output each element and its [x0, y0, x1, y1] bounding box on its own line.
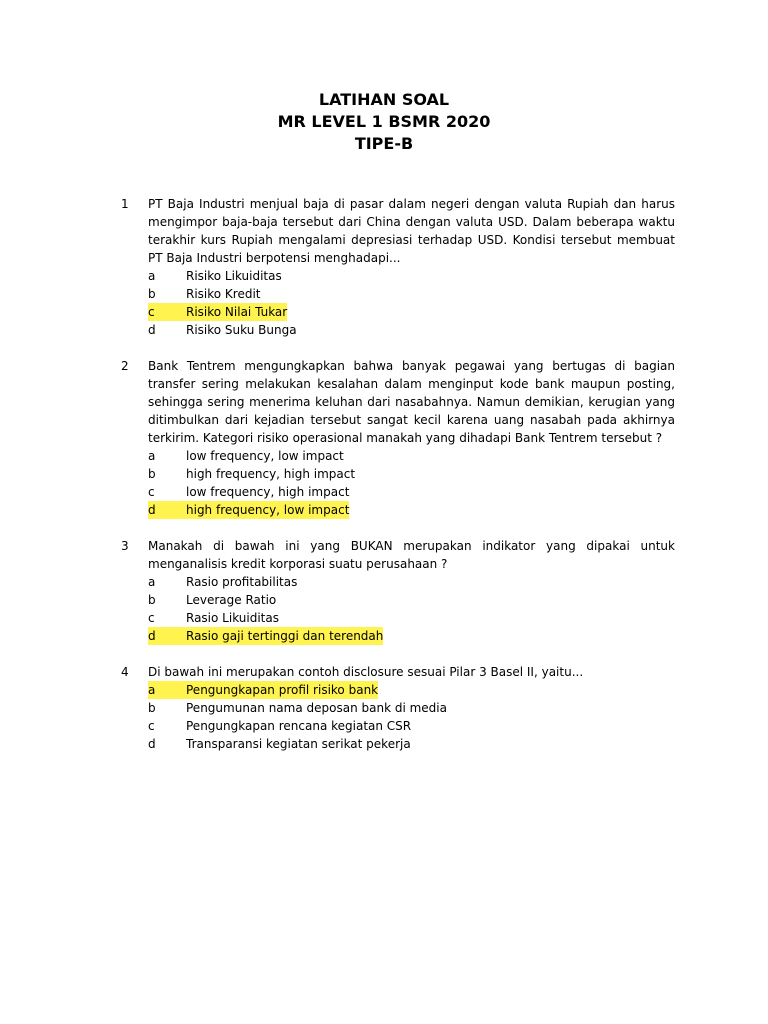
- option-text: Rasio Likuiditas: [186, 611, 279, 625]
- question-list: [121, 195, 675, 753]
- option-text: Risiko Suku Bunga: [186, 323, 297, 337]
- option-letter: b: [148, 467, 156, 481]
- option-letter: d: [148, 737, 156, 751]
- option-letter: b: [148, 287, 156, 301]
- option-letter: c: [148, 305, 155, 319]
- option-text: low frequency, high impact: [186, 485, 350, 499]
- option-text: Transparansi kegiatan serikat pekerja: [186, 737, 411, 751]
- question-1: [121, 195, 675, 339]
- option-letter: c: [148, 719, 155, 733]
- option-text: Rasio profitabilitas: [186, 575, 298, 589]
- option-d: [148, 321, 297, 339]
- option-letter: b: [148, 593, 156, 607]
- option-a: [148, 573, 297, 591]
- option-list: [148, 681, 675, 753]
- option-d: [148, 735, 411, 753]
- title-line-2: MR LEVEL 1 BSMR 2020: [277, 112, 491, 131]
- option-c: [148, 717, 411, 735]
- option-letter: c: [148, 485, 155, 499]
- option-letter: a: [148, 269, 156, 283]
- option-letter: d: [148, 629, 156, 643]
- question-text: Di bawah ini merupakan contoh disclosure sesuai Pilar 3 Basel II, yaitu...: [148, 665, 584, 679]
- title-line-1: LATIHAN SOAL: [318, 90, 450, 109]
- option-list: [148, 573, 675, 645]
- option-b: [148, 699, 447, 717]
- question-number: 3: [121, 539, 129, 553]
- question-number: 1: [121, 197, 129, 211]
- option-letter: a: [148, 575, 156, 589]
- option-letter: a: [148, 449, 156, 463]
- option-text: high frequency, high impact: [186, 467, 356, 481]
- option-c: [148, 609, 279, 627]
- option-text: Pengungkapan rencana kegiatan CSR: [186, 719, 412, 733]
- option-text: high frequency, low impact: [186, 503, 350, 517]
- option-list: [148, 447, 675, 519]
- option-list: [148, 267, 675, 339]
- option-c: [148, 483, 349, 501]
- option-letter: a: [148, 683, 156, 697]
- option-text: low frequency, low impact: [186, 449, 344, 463]
- option-letter: b: [148, 701, 156, 715]
- question-3: [121, 537, 675, 645]
- option-letter: d: [148, 323, 156, 337]
- option-letter: c: [148, 611, 155, 625]
- title-line-3: TIPE-B: [354, 134, 414, 153]
- option-letter: d: [148, 503, 156, 517]
- option-b: [148, 465, 355, 483]
- option-c: [148, 303, 287, 321]
- option-text: Rasio gaji tertinggi dan terendah: [186, 629, 384, 643]
- question-2: [121, 357, 675, 519]
- option-a: [148, 681, 378, 699]
- option-b: [148, 591, 276, 609]
- question-text: Bank Tentrem mengungkapkan bahwa banyak pegawai yang bertugas di bagian transfer sering melakukan kesalahan dalam menginput kode bank maupun posting, sehingga sering menerima keluhan dari nasabahnya. Namun demikian, kerugian yang ditimbulkan dari kejadian tersebut sangat kecil karena uang nasabah pada akhirnya terkirim. Kategori risiko operasional manakah yang dihadapi Bank Tentrem tersebut ?: [148, 359, 675, 445]
- option-d: [148, 501, 349, 519]
- option-text: Risiko Nilai Tukar: [186, 305, 288, 319]
- option-text: Pengungkapan profil risiko bank: [186, 683, 379, 697]
- option-a: [148, 267, 282, 285]
- option-d: [148, 627, 383, 645]
- question-number: 2: [121, 359, 129, 373]
- document-title: [0, 89, 768, 155]
- question-text: PT Baja Industri menjual baja di pasar dalam negeri dengan valuta Rupiah dan harus mengimpor baja-baja tersebut dari China dengan valuta USD. Dalam beberapa waktu terakhir kurs Rupiah mengalami depresiasi terhadap USD. Kondisi tersebut membuat PT Baja Industri berpotensi menghadapi...: [148, 197, 675, 265]
- option-text: Risiko Kredit: [186, 287, 261, 301]
- option-a: [148, 447, 344, 465]
- option-text: Pengumunan nama deposan bank di media: [186, 701, 447, 715]
- question-text: Manakah di bawah ini yang BUKAN merupakan indikator yang dipakai untuk menganalisis kredit korporasi suatu perusahaan ?: [148, 539, 675, 571]
- option-text: Leverage Ratio: [186, 593, 277, 607]
- question-4: [121, 663, 675, 753]
- option-text: Risiko Likuiditas: [186, 269, 282, 283]
- option-b: [148, 285, 261, 303]
- question-number: 4: [121, 665, 129, 679]
